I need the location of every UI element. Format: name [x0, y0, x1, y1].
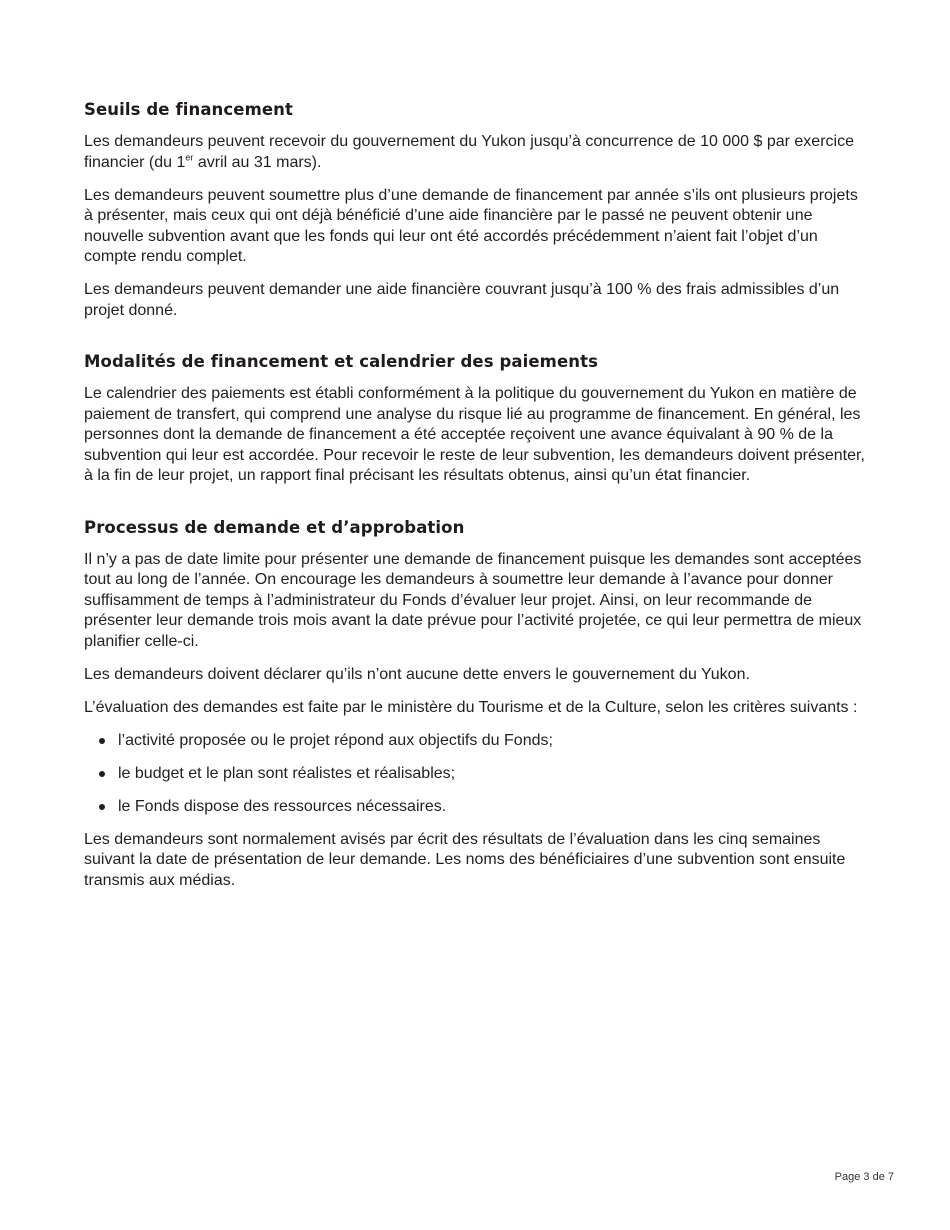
list-item-text: le Fonds dispose des ressources nécessaires. [118, 797, 447, 815]
paragraph-seuils-2: Les demandeurs peuvent soumettre plus d’une demande de financement par année s’ils ont plusieurs projets à présenter, mais ceux qui ont déjà bénéficié d’une aide financière par le passé ne peuvent obtenir une nouvelle subvention avant que les fonds qui leur ont été accordés précédemment n’aient fait l’objet d’un compte rendu complet. [84, 186, 858, 265]
list-item-text: le budget et le plan sont réalistes et réalisables; [118, 764, 456, 782]
section-title-modalites: Modalités de financement et calendrier des paiements [84, 352, 599, 371]
bullet-icon [99, 771, 105, 777]
paragraph-processus-3: L’évaluation des demandes est faite par le ministère du Tourisme et de la Culture, selon les critères suivants : [84, 698, 858, 716]
list-item-text: l’activité proposée ou le projet répond aux objectifs du Fonds; [118, 731, 553, 749]
bullet-icon [99, 738, 105, 744]
document-page [84, 99, 868, 904]
section-title-seuils: Seuils de financement [84, 100, 293, 119]
paragraph-seuils-1-text-b: avril au 31 mars). [193, 153, 322, 171]
list-item [84, 764, 868, 785]
list-item [84, 731, 868, 752]
bullet-icon [99, 804, 105, 810]
paragraph-seuils-1-text-a: Les demandeurs peuvent recevoir du gouvernement du Yukon jusqu’à concurrence de 10 000 $ par exercice financier (du 1 [84, 133, 854, 171]
criteria-list [84, 731, 868, 818]
paragraph-processus-2: Les demandeurs doivent déclarer qu’ils n’ont aucune dette envers le gouvernement du Yukon. [84, 665, 750, 683]
paragraph-seuils-3: Les demandeurs peuvent demander une aide financière couvrant jusqu’à 100 % des frais admissibles d’un projet donné. [84, 281, 840, 319]
section-title-processus: Processus de demande et d’approbation [84, 517, 465, 537]
ordinal-superscript: er [185, 152, 194, 163]
paragraph-seuils-1 [84, 132, 868, 173]
list-item [84, 797, 868, 818]
paragraph-processus-4: Les demandeurs sont normalement avisés par écrit des résultats de l’évaluation dans les cinq semaines suivant la date de présentation de leur demande. Les noms des bénéficiaires d’une subvention sont ensuite transmis aux médias. [84, 830, 846, 889]
paragraph-modalites-1: Le calendrier des paiements est établi conformément à la politique du gouvernement du Yukon en matière de paiement de transfert, qui comprend une analyse du risque lié au programme de financement. En général, les personnes dont la demande de financement a été acceptée reçoivent une avance équivalant à 90 % de la subvention qui leur est accordée. Pour recevoir le reste de leur subvention, les demandeurs doivent présenter, à la fin de leur projet, un rapport final précisant les résultats obtenus, ainsi qu’un état financier. [84, 385, 865, 484]
page-number: Page 3 de 7 [834, 1171, 894, 1183]
paragraph-processus-1: Il n’y a pas de date limite pour présenter une demande de financement puisque les demandes sont acceptées tout au long de l’année. On encourage les demandeurs à soumettre leur demande à l’avance pour donner suffisamment de temps à l’administrateur du Fonds d’évaluer leur projet. Ainsi, on leur recommande de présenter leur demande trois mois avant la date prévue pour l’activité projetée, ce qui leur permettra de mieux planifier celle-ci. [84, 550, 862, 650]
